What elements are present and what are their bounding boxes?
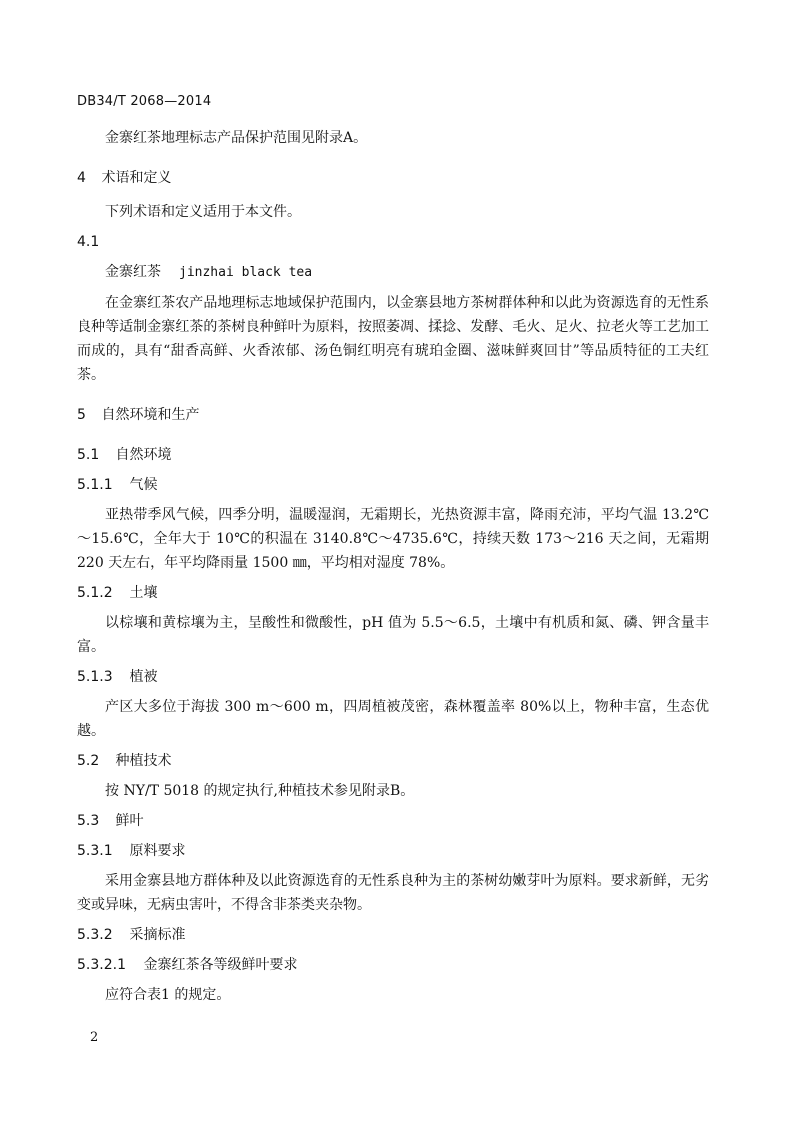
- heading-title: 金寨红茶各等级鲜叶要求: [143, 957, 298, 973]
- heading-title: 植被: [129, 669, 158, 685]
- heading-title: 自然环境: [115, 447, 172, 463]
- paragraph-soil: 以棕壤和黄棕壤为主，呈酸性和微酸性，pH 值为 5.5～6.5，土壤中有机质和氮、磷、钾含量丰富。: [77, 615, 709, 655]
- heading-title: 种植技术: [115, 753, 172, 769]
- heading-title: 气候: [129, 477, 158, 493]
- heading-5-3-2-1: [77, 953, 709, 977]
- paragraph-table-reference: 应符合表1 的规定。: [105, 987, 231, 1003]
- heading-4-1: [77, 230, 709, 254]
- paragraph-climate: 亚热带季风气候，四季分明，温暖湿润，无霜期长，光热资源丰富，降雨充沛，平均气温 13.2℃～15.6℃，全年大于 10℃的积温在 3140.8℃～4735.6℃，持续天数 173～216 天之间，无霜期 220 天左右，年平均降雨量 1500 ㎜，平均相对湿度 78%。: [77, 507, 709, 571]
- heading-5-1-3: [77, 665, 709, 689]
- page-number: 2: [90, 1030, 99, 1045]
- heading-5-1-2: [77, 581, 709, 605]
- heading-number: 5.3.2.1: [77, 957, 126, 973]
- heading-number: 5.1.2: [77, 585, 113, 601]
- heading-number: 4.1: [77, 234, 100, 250]
- paragraph-scope: 金寨红茶地理标志产品保护范围见附录A。: [105, 130, 368, 146]
- heading-number: 5.3.2: [77, 927, 113, 943]
- heading-number: 5.1: [77, 447, 100, 463]
- heading-5: [77, 403, 709, 427]
- heading-4: [77, 166, 709, 190]
- heading-number: 5.3.1: [77, 843, 113, 859]
- heading-number: 5.1.1: [77, 477, 113, 493]
- heading-5-3-1: [77, 839, 709, 863]
- heading-number: 5.2: [77, 753, 100, 769]
- heading-number: 5.1.3: [77, 669, 113, 685]
- term-english: jinzhai black tea: [179, 265, 313, 280]
- heading-5-1-1: [77, 473, 709, 497]
- heading-title: 采摘标准: [129, 927, 186, 943]
- heading-title: 鲜叶: [115, 813, 144, 829]
- heading-5-1: [77, 443, 709, 467]
- heading-number: 5.3: [77, 813, 100, 829]
- paragraph-terms-intro: 下列术语和定义适用于本文件。: [105, 204, 301, 220]
- heading-title: 自然环境和生产: [101, 407, 200, 423]
- heading-title: 土壤: [129, 585, 158, 601]
- paragraph-term-definition: 在金寨红茶农产品地理标志地域保护范围内，以金寨县地方茶树群体种和以此为资源选育的无性系良种等适制金寨红茶的茶树良种鲜叶为原料，按照萎凋、揉捻、发酵、毛火、足火、拉老火等工艺加工而成的，具有“甜香高鲜、火香浓郁、汤色铜红明亮有琥珀金圈、滋味鲜爽回甘”等品质特征的工夫红茶。: [77, 295, 709, 383]
- document-body: [77, 126, 709, 1007]
- heading-title: 术语和定义: [101, 170, 172, 186]
- paragraph-raw-material: 采用金寨县地方群体种及以此资源选育的无性系良种为主的茶树幼嫩芽叶为原料。要求新鲜，无劣变或异味，无病虫害叶，不得含非茶类夹杂物。: [77, 873, 709, 913]
- heading-number: 4: [77, 170, 86, 186]
- term-chinese: 金寨红茶: [105, 264, 161, 280]
- heading-number: 5: [77, 407, 86, 423]
- heading-5-2: [77, 749, 709, 773]
- paragraph-vegetation: 产区大多位于海拔 300 m～600 m，四周植被茂密，森林覆盖率 80%以上，物种丰富，生态优越。: [77, 699, 709, 739]
- heading-5-3-2: [77, 923, 709, 947]
- standard-code: DB34/T 2068—2014: [77, 94, 212, 109]
- term-entry: [77, 260, 709, 285]
- paragraph-planting: 按 NY/T 5018 的规定执行,种植技术参见附录B。: [105, 783, 415, 799]
- heading-title: 原料要求: [129, 843, 186, 859]
- heading-5-3: [77, 809, 709, 833]
